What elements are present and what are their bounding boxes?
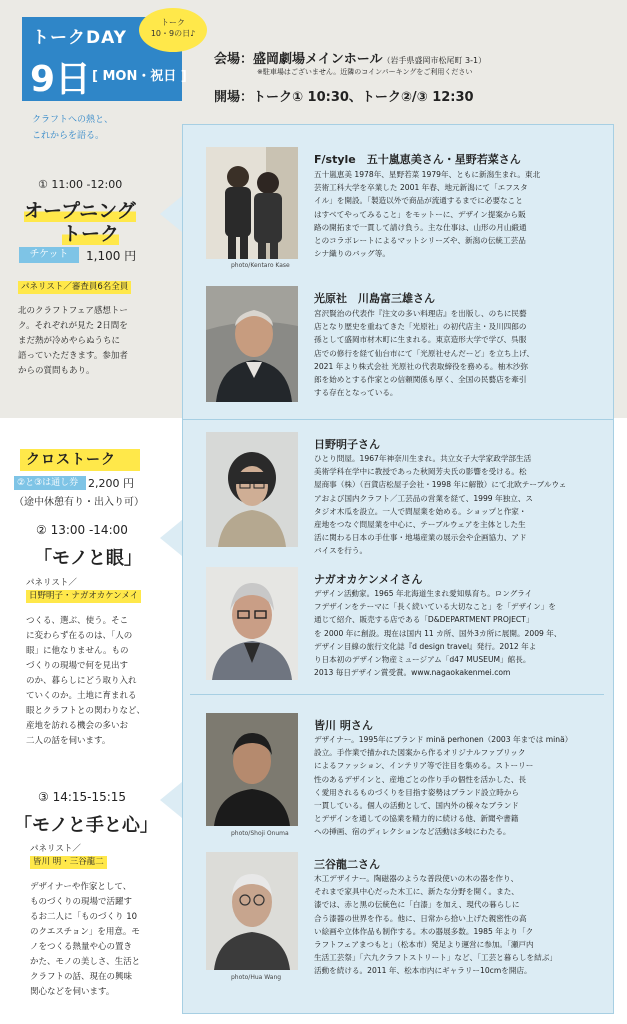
pass-label: ②と③は通し券 [14, 476, 86, 490]
session3-time: ③ 14:15-15:15 [38, 790, 127, 804]
session1-panelists: パネリスト／審査員6名全員 [18, 281, 131, 294]
nagaoka-bio: デザイン活動家。1965 年北海道生まれ愛知県育ち。ロングライ フデザインをテーマに「長く続いている大切なこと」を「デザイン」を 通じて紹介、販売する店である「D&DEPARTMENT PROJECT」 を 2000 年に創設。現在は国内 11 カ所、国外3カ所に展開。2009 年、 デザイン目線の旅行文化誌『d design travel』発行。2012 年よ り日本初のデザイン物産ミュージアム「d47 MUSEUM」館長。 2013 毎日デザイン賞受賞。www.nagaokakenmei.com [314, 589, 562, 678]
pass-price: 2,200 円 [88, 477, 134, 490]
tagline: クラフトへの熱と、 これからを語る。 [32, 115, 114, 141]
day-number: 9日 [30, 59, 92, 100]
opening-hours: 開場：トーク① 10:30、トーク②/③ 12:30 [214, 90, 474, 105]
day-title: トークDAY [32, 28, 127, 48]
minagawa-photo [206, 713, 298, 826]
venue: 会場：盛岡劇場メインホール（岩手県盛岡市松尾町 3-1） [214, 52, 487, 67]
session2-panelists: 日野明子・ナガオカケンメイ [26, 590, 141, 603]
kawashima-bio: 宮沢賢治の代表作『注文の多い料理店』を出版し、のちに民藝 店となり歴史を重ねてきた「光原社」の初代店主・及川四郎の 孫として盛岡市材木町に生まれる。東京造形大学で学び、呉服 店での修行を経て仙台市にて「光原社せんだーど」を立ち上げ、 2021 年より株式会社 光原社の代表取締役を務める。柚木沙弥 郎を始めとする作家との信頼関係も厚く、全国の民藝店を牽引 する存在となっている。 [314, 309, 534, 398]
session3-panelists: 皆川 明・三谷龍二 [30, 856, 107, 869]
minagawa-name: 皆川 明さん [314, 719, 373, 732]
fstyle-photo [206, 147, 298, 259]
session1-title: オープニング [24, 200, 136, 222]
fstyle-name: F/style 五十嵐恵美さん・星野若菜さん [314, 153, 521, 166]
mitani-bio: 木工デザイナー。陶磁器のような普段使いの木の器を作り、 それまで家具中心だった木工に、新たな分野を開く。また、 漆では、赤と黒の伝統色に「白漆」を加え、現代の暮らしに 合う漆器の世界を作る。他に、日常から拾い上げた親密性の高 い絵画や立体作品も制作する。木の器展多数。1985 年より「ク ラフトフェアまつもと」（松本市）発足より運営に参加。「瀬戸内 生活工芸祭」「六九クラフトストリート」など、「工芸と暮らしを結ぶ」 活動を続ける。2011 年、松本市内にギャラリー10cmを開店。 [314, 874, 557, 976]
venue-note: ※駐車場はございません。近隣のコインパーキングをご利用ください [257, 68, 473, 76]
kawashima-photo [206, 286, 298, 402]
mitani-photo [206, 852, 298, 970]
mitani-photo-credit: photo/Hua Wang [231, 974, 282, 981]
talk-day-badge: トーク 10・9の日♪ [139, 8, 207, 52]
minagawa-bio: デザイナー。1995年にブランド minä perhonen（2003 年までは minä） 設立。手作業で描かれた図案から作るオリジナルファブリック によるファッション、インテリア等で注目を集める。ストーリー 性のあるデザインと、産地ごとの作り手の個性を活かした、長 く愛用されるものづくりを目指す姿勢はブランド設立時から 一貫している。個人の活動として、国内外の様々なブランド とデザインを通しての協業を精力的に続ける他、新聞や書籍 への挿画、宿のディレクションなど活動は多岐にわたる。 [314, 735, 573, 837]
cross-talk-title: クロストーク [20, 449, 140, 471]
session1-pointer [160, 196, 182, 232]
ticket-label: チケット [19, 247, 79, 263]
session3-title: 「モノと手と心」 [14, 815, 158, 836]
minagawa-photo-credit: photo/Shoji Onuma [231, 830, 289, 837]
ticket-price: 1,100 円 [86, 249, 137, 263]
session2-pointer [160, 520, 182, 556]
kawashima-name: 光原社 川島富三雄さん [314, 292, 435, 305]
nagaoka-photo [206, 567, 298, 680]
session2-title: 「モノと眼」 [34, 548, 142, 569]
fstyle-bio: 五十嵐恵美 1978年、星野若菜 1979年、ともに新潟生まれ。東北 芸術工科大学を卒業した 2001 年春、地元新潟にて「エフスタ イル」を開設。「製造以外で商品が流通するまでに必要なこと はすべてやってみること」をモットーに、デザイン提案から販 路の開拓まで一貫して請け負う。主な仕事は、山形の月山緞通 とのコラボレートによるマットシリーズや、新潟の伝統工芸品 シナ織りのバッグ等。 [314, 170, 541, 259]
day-subtitle: [ MON・祝日 ] [92, 69, 187, 84]
divider-line [182, 419, 614, 420]
session2-time: ② 13:00 -14:00 [36, 523, 128, 537]
fstyle-photo-credit: photo/Kentaro Kase [231, 262, 290, 269]
pass-note: （途中休憩有り・出入り可） [14, 497, 144, 508]
session2-description: つくる、選ぶ、使う。そこ に変わらず在るのは、「人の 眼」に他なりません。もの づくりの現場で何を見出す のか、暮らしにどう取り入れ ていくのか。土地に育まれる 眼とクラフトとの関わりなど、 産地を訪れる機会の多いお 二人の話を伺います。 [26, 616, 146, 746]
session3-pointer [160, 782, 182, 818]
mitani-name: 三谷龍二さん [314, 858, 380, 871]
hino-bio: ひとり問屋。1967年神奈川生まれ。共立女子大学家政学部生活 美術学科在学中に教授であった秋岡芳夫氏の影響を受ける。松 屋商事（株）（百貨店松屋子会社・1998 年に解散）にて北欧テーブルウェ アおよび国内クラフト／工芸品の営業を経て、1999 年独立、ス タジオ木瓜を設立。一人で問屋業を始める。ショップと作家・ 産地をつなぐ問屋業を中心に、テーブルウェアを主体とした生 活に関わる日本の手仕事・地場産業の展示会や企画協力、アド バイスを行う。 [314, 454, 567, 556]
hino-name: 日野明子さん [314, 438, 380, 451]
session1-title-2: トーク [62, 223, 120, 245]
hino-photo [206, 432, 298, 547]
session3-panelist-label: パネリスト／ [30, 844, 81, 854]
session1-time: ① 11:00 -12:00 [38, 178, 123, 191]
session2-panelist-label: パネリスト／ [26, 578, 77, 588]
session3-description: デザイナーや作家として、 ものづくりの現場で活躍す るお二人に「ものづくり 10 のクエスチョン」を用意。モ ノをつくる熱量や心の置き かた、モノの美しさ、生活と クラフトの話、現在の興味 関心などを伺います。 [30, 882, 141, 997]
nagaoka-name: ナガオカケンメイさん [314, 573, 423, 586]
session1-description: 北のクラフトフェア感想トー ク。それぞれが見た 2日間を まだ熱が冷めやらぬうちに 語っていただきます。参加者 からの質問もあり。 [18, 306, 128, 376]
divider-line [190, 694, 604, 695]
